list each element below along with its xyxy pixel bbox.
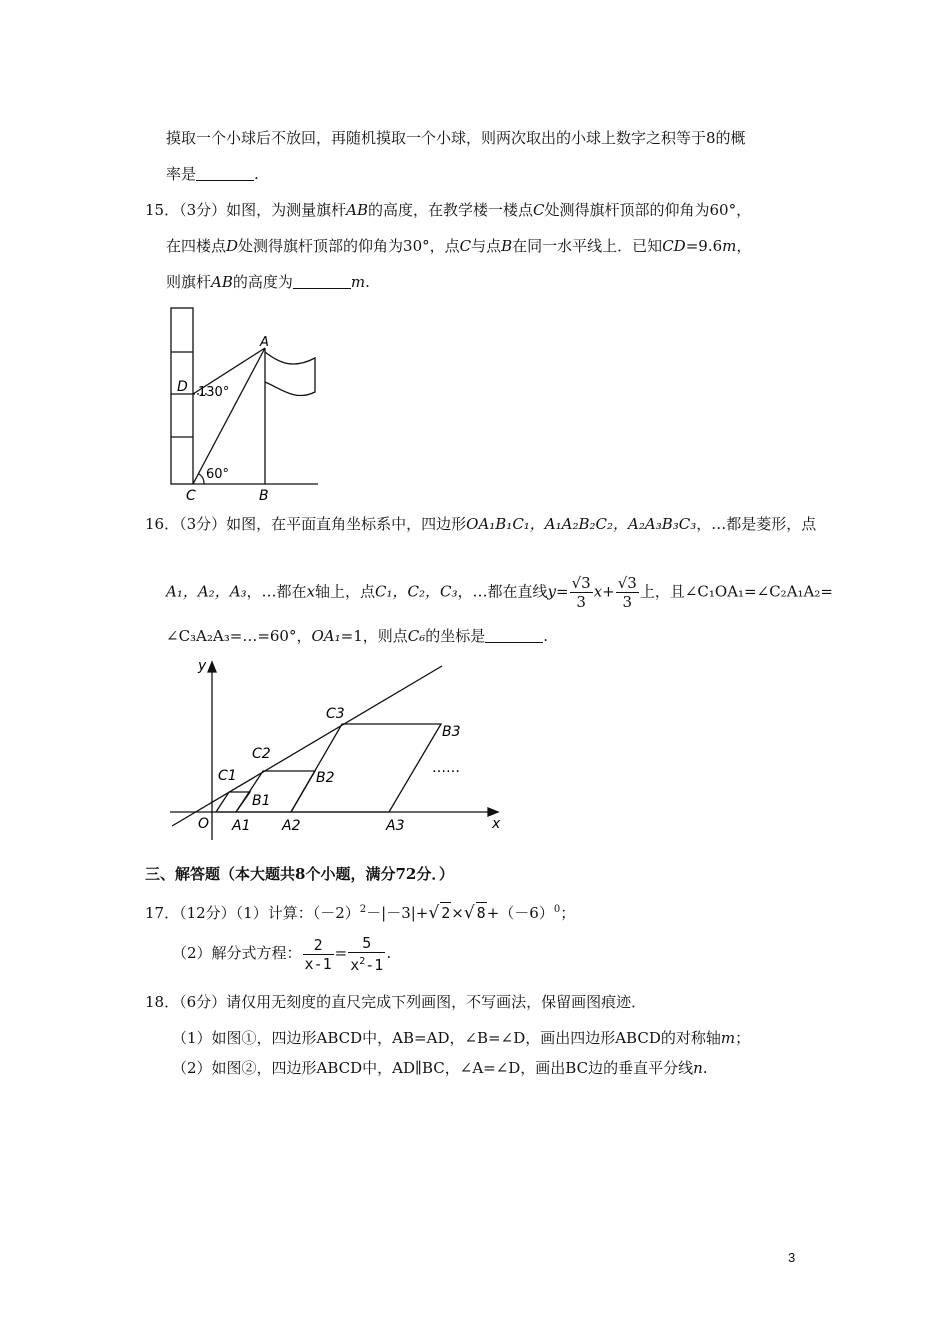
q18-text: （2）如图②，四边形ABCD中，AD∥BC，∠A=∠D，画出BC边的垂直平分线 <box>172 1059 694 1077</box>
label-B1: B1 <box>252 793 271 809</box>
q16-text: ∠C₃A₂A₃=…=60°， <box>166 627 312 645</box>
flagpole-figure <box>160 300 330 506</box>
q16-text: 轴上，点 <box>315 582 376 601</box>
q16-text: = <box>556 582 569 601</box>
label-A2: A2 <box>282 818 301 834</box>
sight-line-c <box>193 348 265 484</box>
q15-unit: m <box>350 273 366 291</box>
answer-blank <box>485 628 543 643</box>
frac-den-exp: 2 <box>359 956 366 967</box>
q17-eq: = <box>334 944 348 962</box>
q18-line2 <box>172 1028 750 1048</box>
q15-var: D <box>226 237 239 255</box>
q15-text: 的高度为 <box>232 273 293 291</box>
q17-text: （2）解分式方程： <box>172 944 302 962</box>
q16-var: C₆ <box>407 627 426 645</box>
q17-exponent: 2 <box>359 904 367 915</box>
q15-text: 处测得旗杆顶部的仰角为30°，点 <box>238 237 460 255</box>
q15-var: CD <box>662 237 686 255</box>
q15-line3 <box>166 272 370 292</box>
q18-text: . <box>702 1059 708 1077</box>
q15-var: C <box>533 201 545 219</box>
label-C1: C1 <box>218 768 237 784</box>
fraction <box>616 574 639 611</box>
rhombus-3 <box>291 724 441 812</box>
q17-line1 <box>145 900 575 923</box>
frac-den-part: x <box>350 956 360 974</box>
q15-text: 则旗杆 <box>166 273 212 291</box>
label-A1: A1 <box>232 818 251 834</box>
label-x: x <box>492 816 501 832</box>
q15-text: 在同一水平线上．已知 <box>512 237 663 255</box>
q17-exponent: 0 <box>553 904 561 915</box>
q16-var: x+ <box>593 582 615 601</box>
q18-line3 <box>172 1058 708 1078</box>
label-y: y <box>198 658 207 674</box>
q15-var: AB <box>211 273 233 291</box>
label-A3: A3 <box>386 818 405 834</box>
q18-var: m <box>720 1029 736 1047</box>
q14-period: . <box>254 165 259 183</box>
q16-text: =1，则点 <box>340 627 408 645</box>
q17-text: ； <box>560 904 576 922</box>
q15-text: 的高度，在教学楼一楼点 <box>368 201 534 219</box>
q15-line1 <box>145 200 751 220</box>
q18-text: ； <box>735 1029 751 1047</box>
label-C: C <box>186 488 196 504</box>
q16-number: 16．（3分）如图，在平面直角坐标系中，四边形 <box>145 515 467 533</box>
fraction <box>348 934 385 974</box>
label-B: B <box>259 488 269 504</box>
q15-text: 处测得旗杆顶部的仰角为60°， <box>544 201 752 219</box>
q15-text: 在四楼点 <box>166 237 227 255</box>
label-D: D <box>177 379 188 395</box>
q16-var: x <box>306 582 316 601</box>
q16-points-a: A₁，A₂，A₃ <box>166 582 247 601</box>
frac-num: √3 <box>617 574 637 592</box>
flag <box>265 352 315 396</box>
fraction <box>570 574 593 611</box>
q16-text: ，…都是菱形，点 <box>696 515 817 533</box>
label-angle-30: 130° <box>198 385 230 400</box>
page-number: 3 <box>788 1250 796 1265</box>
fraction <box>303 936 334 973</box>
q17-number: 17．（12分）（1）计算：（－2） <box>145 904 360 922</box>
q18-var: n <box>693 1059 703 1077</box>
q16-line2 <box>166 574 833 611</box>
q17-radicand: 2 <box>441 904 451 922</box>
q16-line3 <box>166 626 548 646</box>
frac-num: 2 <box>303 936 334 955</box>
frac-num: √3 <box>571 574 591 592</box>
q17-radicand: 8 <box>476 904 486 922</box>
q18-line1: 18．（6分）请仅用无刻度的直尺完成下列画图，不写画法，保留画图痕迹． <box>145 993 647 1011</box>
x-axis-arrow <box>488 808 498 816</box>
q14-line2 <box>166 164 259 184</box>
q16-text: 的坐标是 <box>425 627 486 645</box>
frac-den: 3 <box>576 593 586 611</box>
label-B3: B3 <box>442 724 461 740</box>
frac-num: 5 <box>348 934 385 953</box>
q16-var: OA₁ <box>311 627 341 645</box>
q15-text: =9.6 <box>685 237 723 255</box>
label-A: A <box>260 335 269 350</box>
label-C2: C2 <box>252 746 271 762</box>
q16-var: y <box>547 582 557 601</box>
q17-text: +（－6） <box>486 904 554 922</box>
rhombus-1 <box>216 792 250 812</box>
label-O: O <box>198 816 210 832</box>
q16-text: ，…都在 <box>246 582 307 601</box>
rhombus-figure <box>160 652 510 844</box>
q17-period: . <box>386 944 392 962</box>
q15-line2 <box>166 236 751 256</box>
q16-text: . <box>543 627 549 645</box>
q15-var: C <box>459 237 472 255</box>
sqrt-symbol: √ <box>428 903 440 923</box>
frac-den: 3 <box>622 593 633 611</box>
label-C3: C3 <box>326 706 345 722</box>
q16-text: 上，且∠C₁OA₁=∠C₂A₁A₂= <box>639 582 833 601</box>
q14-text: 率是 <box>166 165 197 183</box>
label-angle-60: 60° <box>206 467 230 482</box>
q14-line1: 摸取一个小球后不放回，再随机摸取一个小球，则两次取出的小球上数字之积等于8的概 <box>166 129 746 147</box>
answer-blank <box>196 166 254 181</box>
q17-line2 <box>172 934 391 974</box>
q15-var: AB <box>346 201 368 219</box>
frac-den <box>348 953 385 974</box>
q15-text: 与点 <box>471 237 502 255</box>
label-dots: …… <box>432 760 460 776</box>
q15-text: ， <box>736 237 752 255</box>
section-3-heading: 三、解答题（本大题共8个小题，满分72分．） <box>145 865 454 883</box>
label-B2: B2 <box>316 770 335 786</box>
y-axis-arrow <box>208 662 216 672</box>
frac-den-part: -1 <box>365 956 384 974</box>
q15-var: B <box>501 237 513 255</box>
sqrt-symbol: √ <box>463 903 475 923</box>
q15-text: . <box>365 273 370 291</box>
q15-unit: m <box>722 237 737 255</box>
q16-shapes: OA₁B₁C₁，A₁A₂B₂C₂，A₂A₃B₃C₃ <box>466 515 697 533</box>
answer-blank <box>293 274 351 289</box>
q18-text: （1）如图①，四边形ABCD中，AB=AD，∠B=∠D，画出四边形ABCD的对称轴 <box>172 1029 721 1047</box>
q15-number: 15．（3分）如图，为测量旗杆 <box>145 201 347 219</box>
angle-arc-60 <box>199 474 204 484</box>
q16-text: ，…都在直线 <box>457 582 548 601</box>
q17-text: －|－3|+ <box>366 904 429 922</box>
frac-den: x-1 <box>304 954 332 973</box>
q16-points-c: C₁，C₂，C₃ <box>375 582 458 601</box>
q17-times: × <box>451 904 464 922</box>
building <box>171 308 193 484</box>
q16-line1 <box>145 514 816 534</box>
